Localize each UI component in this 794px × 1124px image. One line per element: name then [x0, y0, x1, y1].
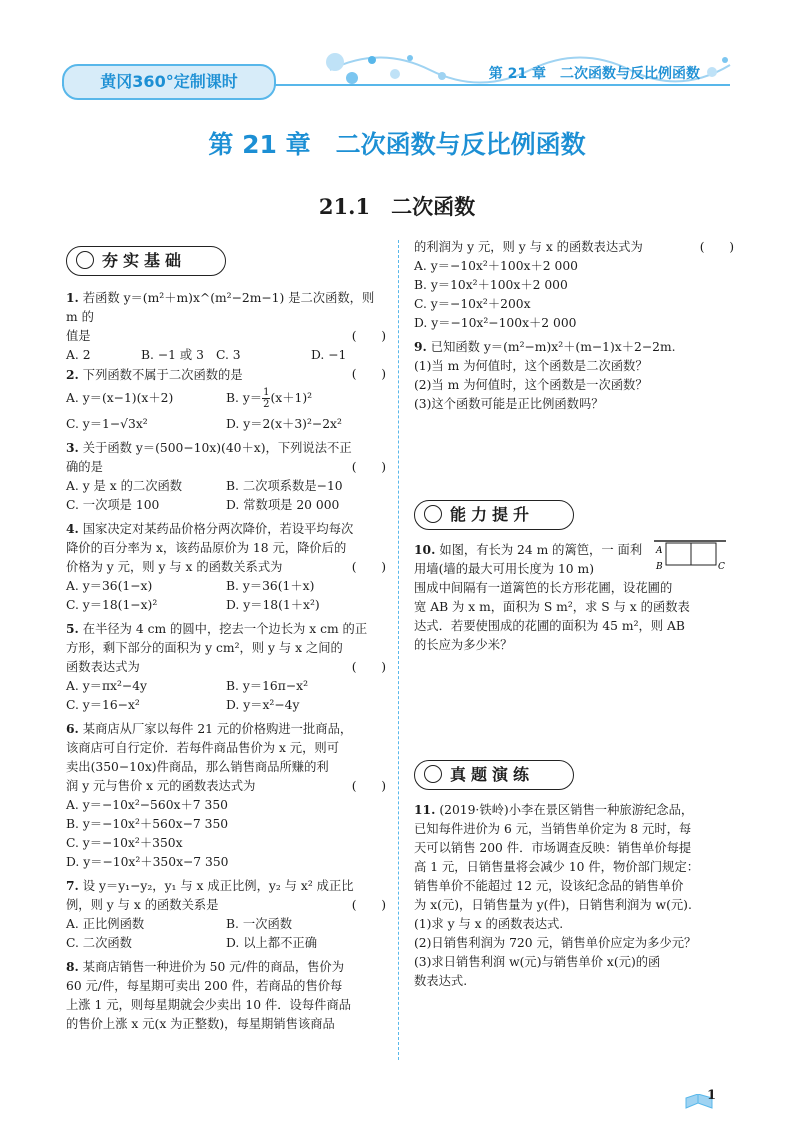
label-b: B	[656, 562, 663, 572]
question-7: 7. 设 y＝y₁−y₂，y₁ 与 x 成正比例，y₂ 与 x² 成正比 例，则 y 与 x 的函数关系是 ( ) A. 正比例函数 B. 一次函数 C. 二次函数 D. 以上都不正确	[66, 878, 386, 950]
question-9: 9. 已知函数 y＝(m²−m)x²＋(m−1)x＋2−2m. (1)当 m 为何值时，这个函数是二次函数？ (2)当 m 为何值时，这个函数是一次函数？ (3)这个函数可能是正比例函数吗？	[414, 339, 676, 411]
label-a: A	[656, 546, 663, 556]
running-header: 第 21 章 二次函数与反比例函数	[488, 66, 700, 82]
question-5: 5. 在半径为 4 cm 的圆中，挖去一个边长为 x cm 的正 方形，剩下部分的面积为 y cm²，则 y 与 x 之间的 函数表达式为 ( ) A. y＝πx²−4y B. y＝16π−x² C. y＝16−x² D. y＝x²−4y	[66, 621, 386, 712]
question-4: 4. 国家决定对某药品价格分两次降价，若设平均每次 降价的百分率为 x，该药品原价为 18 元，降价后的 价格为 y 元，则 y 与 x 的函数关系式为 ( ) A. y＝36(1−x) B. y＝36(1＋x) C. y＝18(1−x)² D. y＝18(1＋x²)	[66, 521, 386, 612]
chapter-title: 第 21 章 二次函数与反比例函数	[208, 130, 586, 159]
column-divider	[398, 240, 399, 1060]
question-8: 8. 某商店销售一种进价为 50 元/件的商品，售价为 60 元/件，每星期可卖出 200 件，若商品的售价每 上涨 1 元，则每星期就会少卖出 10 件．设每件商品 的售价上涨 x 元(x 为正整数)，每星期销售该商品	[66, 959, 352, 1031]
left-column	[66, 288, 386, 1034]
question-3: 3. 关于函数 y＝(500−10x)(40＋x)，下列说法不正 确的是 ( ) A. y 是 x 的二次函数 B. 二次项系数是−10 C. 一次项是 100 D. 常数项是 20 000	[66, 440, 386, 512]
section-head-ability: 能力提升	[414, 500, 574, 530]
page-number: 1	[706, 1088, 716, 1103]
right-column-top	[414, 238, 734, 414]
section-head-real: 真题演练	[414, 760, 574, 790]
question-10: 10. 如图，有长为 24 m 的篱笆，一 面利 用墙(墙的最大可用长度为 10 m) 围成中间隔有一道篱笆的长方形花圃，设花圃的 宽 AB 为 x m，面积为 S m²，求 S 与 x 的函数表 达式．若要使围成的花圃的面积为 45 m²，则 AB 的长应为多少米？	[414, 542, 690, 652]
question-6: 6. 某商店从厂家以每件 21 元的价格购进一批商品， 该商店可自行定价．若每件商品售价为 x 元，则可 卖出(350−10x)件商品，那么销售商品所赚的利 润 y 元与售价 x 元的函数表达式为 ( ) A. y＝−10x²−560x＋7 350 B. y＝−10x²＋560x−7 350 C. y＝−10x²＋350x D. y＝−10x²＋350x−7 350	[66, 721, 386, 869]
question-8-cont: 的利润为 y 元，则 y 与 x 的函数表达式为 ( ) A. y＝−10x²＋100x＋2 000 B. y＝10x²＋100x＋2 000 C. y＝−10x²＋200x D. y＝−10x²−100x＋2 000	[414, 240, 734, 330]
question-2: 2. 下列函数不属于二次函数的是 ( ) A. y＝(x−1)(x＋2) B. y＝ $\frac{1}{2}$ (x＋1)² C. y＝1−√3x² D. y＝2(x＋3)²−2x²	[66, 367, 386, 431]
brand-banner: 黄冈360°定制课时	[62, 64, 276, 100]
question-1: 1. 若函数 y＝(m²＋m)x^(m²−2m−1) 是二次函数，则 m 的 值是 ( ) A. 2 B. −1 或 3 C. 3 D. −1	[66, 290, 386, 362]
garden-figure	[654, 538, 728, 574]
section-head-basic: 夯实基础	[66, 246, 226, 276]
question-11: 11. (2019·铁岭)小李在景区销售一种旅游纪念品， 已知每件进价为 6 元，当销售单价定为 8 元时，每 天可以销售 200 件．市场调查反映：销售单价每提 高 1 元，日销售量将会减少 10 件，物价部门规定： 销售单价不能超过 12 元，设该纪念品的销售单价 为 x(元)，日销售量为 y(件)，日销售利润为 w(元). (1)求 y 与 x 的函数表达式. (2)日销售利润为 720 元，销售单价应定为多少元？ (3)求日销售利润 w(元)与销售单价 x(元)的函 数表达式.	[414, 802, 700, 988]
section-title: 21.1 二次函数	[318, 194, 476, 219]
label-c: C	[718, 562, 725, 572]
